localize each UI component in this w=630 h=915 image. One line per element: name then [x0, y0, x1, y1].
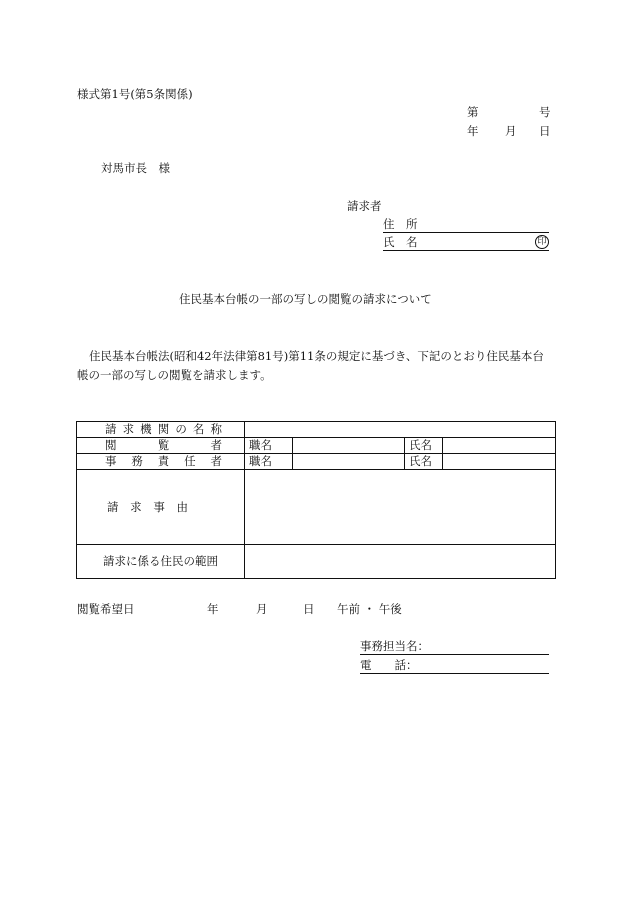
doc-no-prefix: 第 [467, 105, 479, 119]
manager-post-label: 職名 [245, 454, 293, 470]
date-month: 月 [505, 124, 517, 138]
seal-icon: 印 [535, 235, 549, 249]
row-manager [77, 454, 556, 470]
phone-line [360, 657, 549, 674]
viewer-name-cell[interactable] [443, 438, 556, 454]
requester-label: 請求者 [347, 199, 382, 213]
scope-cell[interactable] [245, 545, 556, 579]
org-name-label: 請求機関の名称 [77, 422, 245, 438]
date-year: 年 [467, 124, 479, 138]
doc-title: 住民基本台帳の一部の写しの閲覧の請求について [179, 292, 432, 306]
addressee: 対馬市長 様 [101, 161, 170, 175]
body-line-1: 住民基本台帳法(昭和42年法律第81号)第11条の規定に基づき、下記のとおり住民基本台 [89, 349, 544, 363]
name-line [383, 234, 549, 251]
phone-label: 電 話： [360, 658, 418, 672]
staff-line [360, 638, 549, 655]
viewer-post-label: 職名 [245, 438, 293, 454]
address-line [383, 216, 549, 233]
viewer-label: 閲覧者 [77, 438, 245, 454]
viewing-date-ampm[interactable]: 午前 ・ 午後 [337, 602, 402, 616]
row-viewer [77, 438, 556, 454]
viewing-date-year: 年 [207, 602, 219, 616]
viewer-name-label: 氏名 [405, 438, 443, 454]
manager-label: 事務責任者 [77, 454, 245, 470]
row-scope [77, 545, 556, 579]
scope-label: 請求に係る住民の範囲 [77, 545, 245, 579]
manager-name-cell[interactable] [443, 454, 556, 470]
row-org-name [77, 422, 556, 438]
manager-name-label: 氏名 [405, 454, 443, 470]
date-day: 日 [539, 124, 551, 138]
doc-no-suffix: 号 [539, 105, 551, 119]
address-label: 住 所 [383, 217, 418, 231]
body-line-2: 帳の一部の写しの閲覧を請求します。 [77, 368, 272, 382]
viewing-date-day: 日 [303, 602, 315, 616]
name-label: 氏 名 [383, 235, 418, 249]
manager-post-cell[interactable] [293, 454, 405, 470]
row-reason [77, 470, 556, 545]
reason-cell[interactable] [245, 470, 556, 545]
viewing-date-month: 月 [256, 602, 268, 616]
form-number: 様式第1号(第5条関係) [77, 87, 193, 101]
viewing-date-label: 閲覧希望日 [77, 602, 135, 616]
staff-label: 事務担当名： [360, 639, 429, 653]
org-name-cell[interactable] [245, 422, 556, 438]
viewer-post-cell[interactable] [293, 438, 405, 454]
reason-label: 請求事由 [77, 470, 245, 545]
request-table [76, 421, 556, 579]
